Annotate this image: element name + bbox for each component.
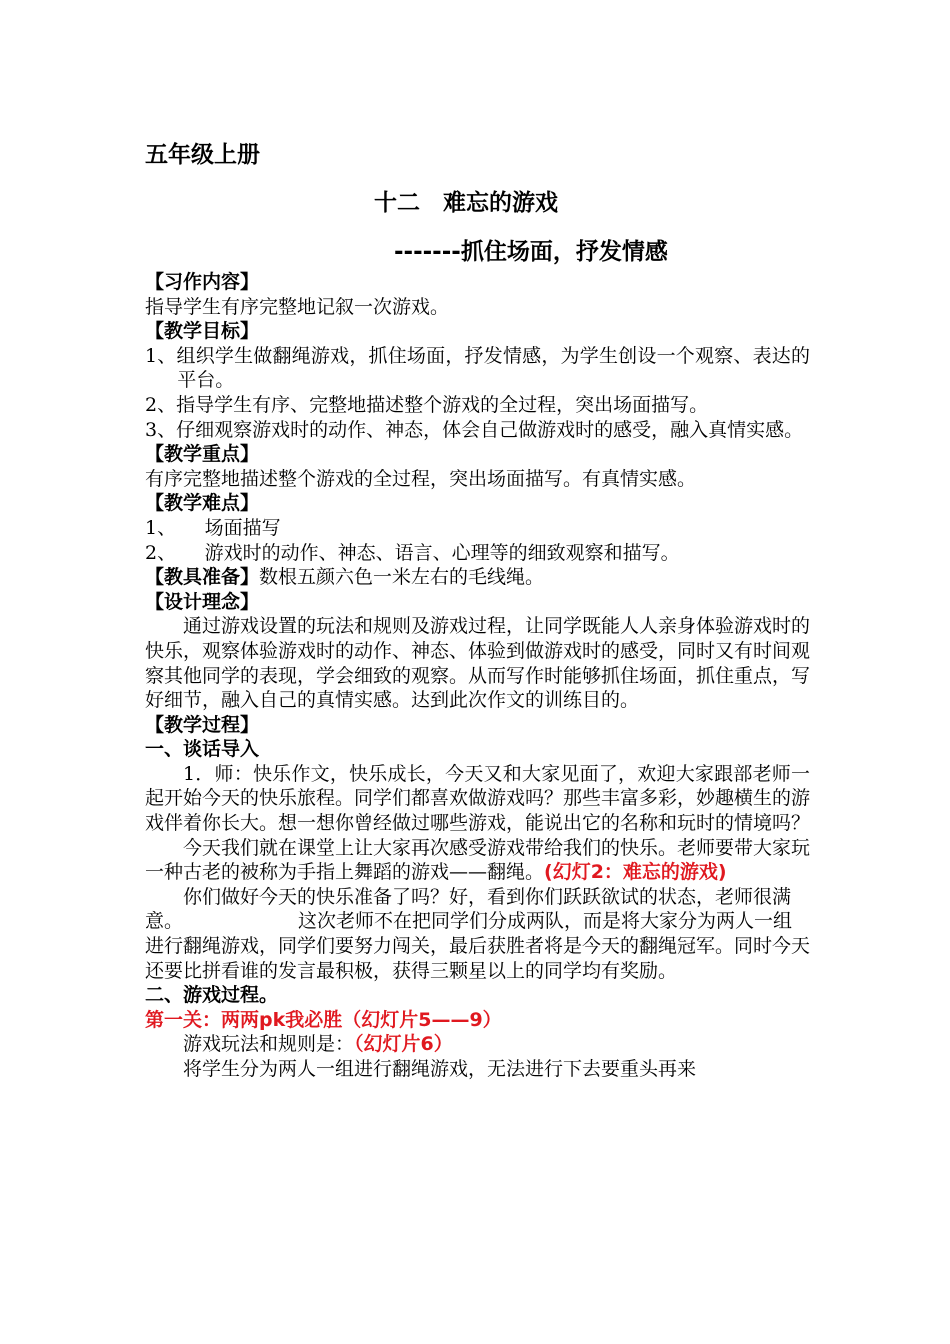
paragraph [145, 885, 810, 983]
concept-text: 通过游戏设置的玩法和规则及游戏过程，让同学既能人人亲身体验游戏时的快乐，观察体验游戏时的动作、神态、体验到做游戏时的感受，同时又有时间观察其他同学的表现，学会细致的观察。从而写作时能够抓住场面，抓住重点，写好细节，融入自己的真情实感。达到此次作文的训练目的。 [145, 615, 811, 712]
heading-zuowen: 【习作内容】 [145, 271, 260, 293]
heading-difficulties: 【教学难点】 [145, 492, 260, 515]
goal-item: 1、组织学生做翻绳游戏，抓住场面，抒发情感，为学生创设一个观察、表达的平台。 [145, 344, 810, 392]
tools-text: 数根五颜六色一米左右的毛线绳。 [259, 566, 545, 589]
paragraph-text: 这次老师不在把同学们分成两队，而是将大家分为两人一组进行翻绳游戏，同学们要努力闯关，最后获胜者将是今天的翻绳冠军。同时今天还要比拼看谁的发言最积极，获得三颗星以上的同学均有奖励。 [145, 910, 811, 982]
paragraph-text: 你们做好今天的快乐准备了吗？好，看到你们跃跃欲试的状态，老师很满意。 [145, 885, 792, 933]
key-points-text: 有序完整地描述整个游戏的全过程，突出场面描写。有真情实感。 [145, 467, 697, 490]
heading-key-points: 【教学重点】 [145, 443, 260, 466]
goal-item: 2、指导学生有序、完整地描述整个游戏的全过程，突出场面描写。 [145, 393, 709, 416]
grade-label: 五年级上册 [145, 142, 260, 168]
document-body [145, 270, 810, 1082]
tools-line [145, 565, 810, 590]
slide-reference: （幻灯片6） [354, 1033, 453, 1056]
paragraph: 1．师：快乐作文，快乐成长，今天又和大家见面了，欢迎大家跟部老师一起开始今天的快乐旅程。同学们都喜欢做游戏吗？那些丰富多彩，妙趣横生的游戏伴着你长大。想一想你曾经做过哪些游戏，能说出它的名称和玩时的情境吗？ [145, 762, 811, 835]
goal-item: 3、仔细观察游戏时的动作、神态，体会自己做游戏时的感受，融入真情实感。 [145, 418, 804, 441]
rules-line [145, 1032, 810, 1057]
section-heading: 二、游戏过程。 [145, 984, 279, 1007]
paragraph-text: 今天我们就在课堂上让大家再次感受游戏带给我们的快乐。老师要带大家玩一种古老的被称为手指上舞蹈的游戏——翻绳。 [145, 836, 811, 884]
lesson-subtitle: -------抓住场面，抒发情感 [394, 239, 668, 265]
heading-process: 【教学过程】 [145, 713, 260, 736]
rules-text: 游戏玩法和规则是： [183, 1033, 355, 1056]
paragraph: 将学生分为两人一组进行翻绳游戏，无法进行下去要重头再来 [183, 1058, 697, 1080]
section-heading: 一、谈话导入 [145, 738, 260, 761]
paragraph [145, 836, 810, 885]
heading-goals: 【教学目标】 [145, 320, 260, 343]
level-heading: 第一关：两两pk我必胜（幻灯片5——9） [145, 1008, 502, 1031]
lesson-title: 十二 难忘的游戏 [374, 190, 558, 216]
heading-concept: 【设计理念】 [145, 590, 260, 613]
slide-reference: (幻灯2：难忘的游戏) [544, 861, 727, 884]
zuowen-text: 指导学生有序完整地记叙一次游戏。 [145, 295, 450, 318]
heading-tools: 【教具准备】 [145, 566, 260, 589]
difficulty-item: 2、 游戏时的动作、神态、语言、心理等的细致观察和描写。 [145, 541, 680, 564]
difficulty-item: 1、 场面描写 [145, 516, 281, 539]
